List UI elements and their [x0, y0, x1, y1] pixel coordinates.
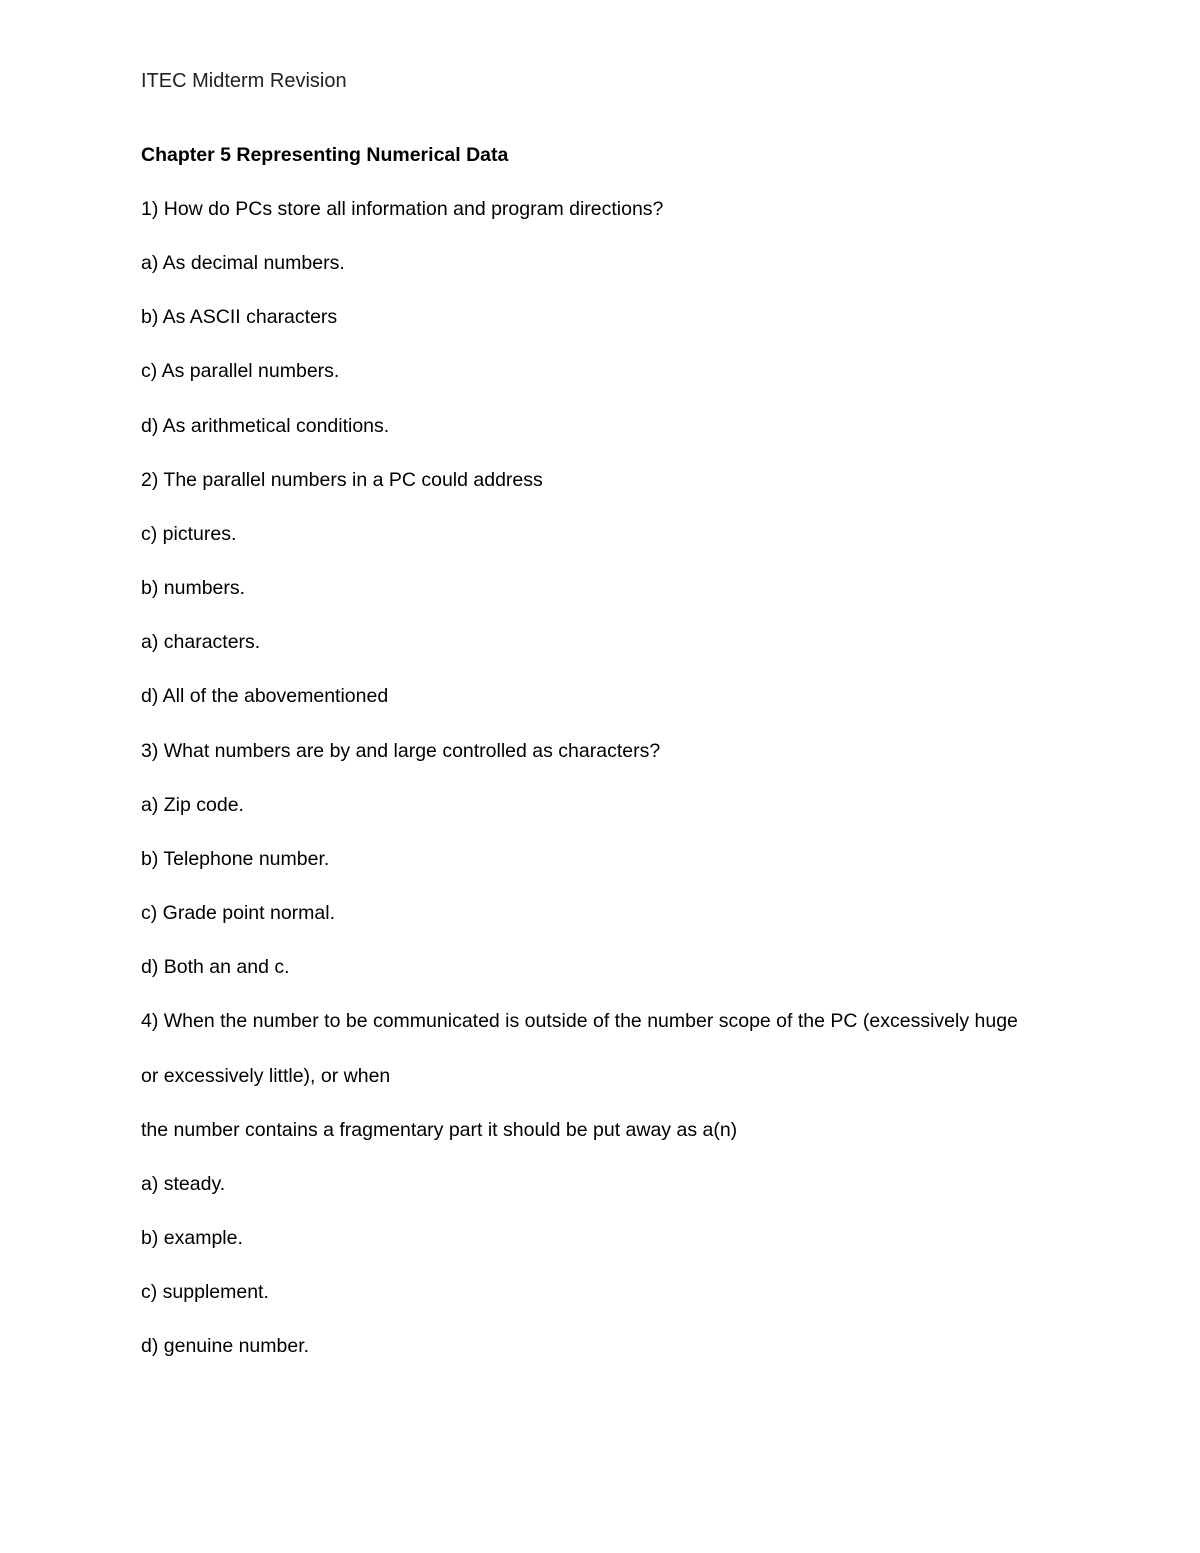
question-3-option-a: a) Zip code. [141, 794, 244, 816]
question-4-option-a: a) steady. [141, 1173, 226, 1195]
question-3-option-b: b) Telephone number. [141, 848, 330, 870]
question-2-option-b: b) numbers. [141, 577, 246, 599]
question-1-option-c: c) As parallel numbers. [141, 360, 340, 382]
question-3-option-c: c) Grade point normal. [141, 902, 336, 924]
question-1-option-a: a) As decimal numbers. [141, 252, 345, 274]
question-4-cont-1: or excessively little), or when [141, 1065, 391, 1087]
question-4: 4) When the number to be communicated is outside of the number scope of the PC (excessively huge [141, 1010, 1018, 1032]
question-4-option-c: c) supplement. [141, 1281, 269, 1303]
question-4-option-d: d) genuine number. [141, 1335, 310, 1357]
question-1-option-d: d) As arithmetical conditions. [141, 415, 390, 437]
question-3: 3) What numbers are by and large controlled as characters? [141, 740, 661, 762]
question-1-option-b: b) As ASCII characters [141, 306, 338, 328]
question-2-option-c: c) pictures. [141, 523, 237, 545]
page-header: ITEC Midterm Revision [141, 70, 347, 92]
chapter-title: Chapter 5 Representing Numerical Data [141, 144, 509, 166]
question-4-option-b: b) example. [141, 1227, 243, 1249]
question-2: 2) The parallel numbers in a PC could address [141, 469, 543, 491]
question-4-cont-2: the number contains a fragmentary part it should be put away as a(n) [141, 1119, 738, 1141]
question-3-option-d: d) Both an and c. [141, 956, 290, 978]
question-2-option-d: d) All of the abovementioned [141, 685, 389, 707]
question-1: 1) How do PCs store all information and program directions? [141, 198, 664, 220]
question-2-option-a: a) characters. [141, 631, 261, 653]
